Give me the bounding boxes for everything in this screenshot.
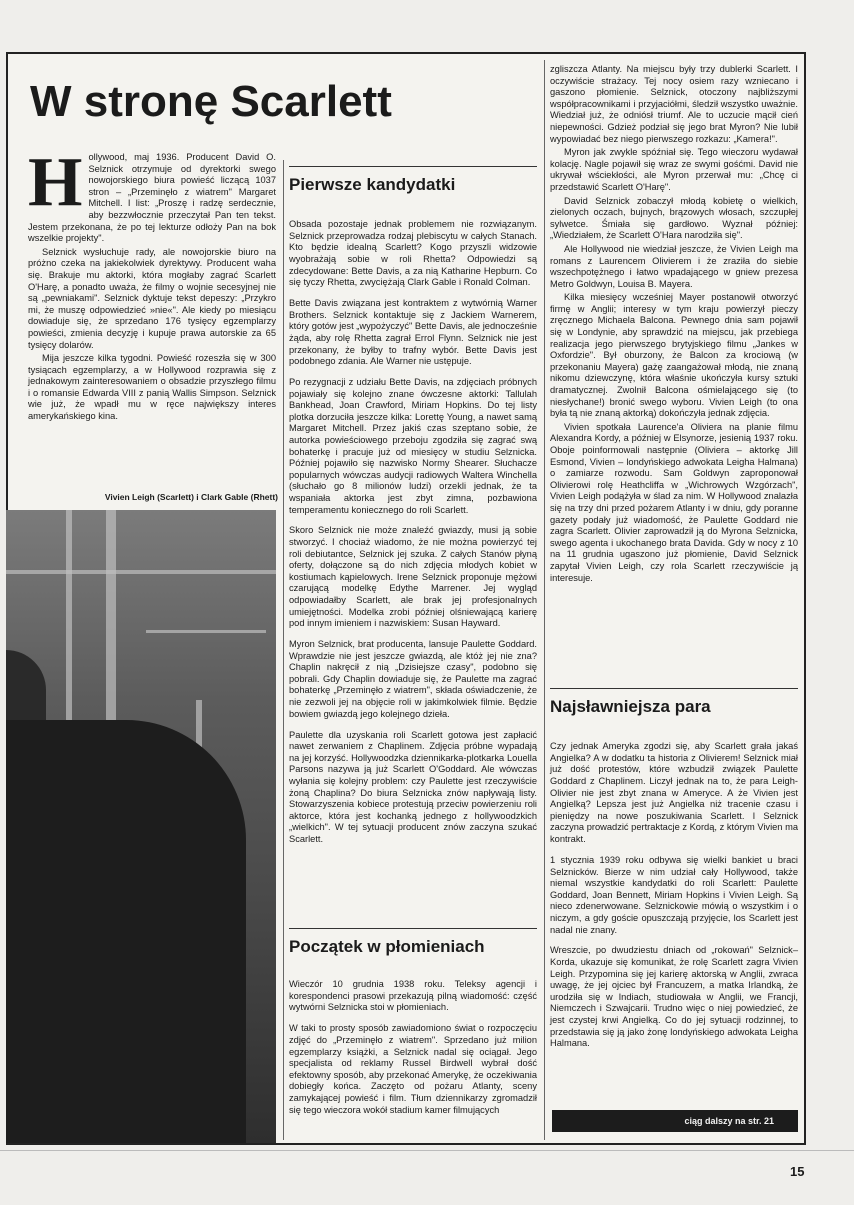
section2-paragraph: W taki to prosty sposób zawiadomiono świat o rozpoczęciu zdjęć do „Przeminęło z wiatrem". Sprzedano już milion egzemplarzy książki, a Selznick nadal się ociągał. Jego specjalista od reklamy Russel Birdwell wybrał dość efektowny sposób, aby przekonać Amerykę, że oczekiwania dobiegły końca. Zaczęto od pożaru Atlanty, sceny zamykającej powieść i film. Tłum dziennikarzy zgromadził się tego wieczora wokół stadium kamer filmujących (289, 1023, 537, 1115)
section1-paragraph: Obsada pozostaje jednak problemem nie rozwiązanym. Selznick przeprowadza rodzaj plebiscytu w całych Stanach. Kto będzie idealną Scarlett? Kogo przyszli widzowie wyobrażają sobie w roli Rhetta? Odpowiedzi są zdecydowane: Bette Davis, a za nią Katharine Hepburn. Co się tyczy Rhetta, zwyciężają Clark Gable i Ronald Colman. (289, 219, 537, 288)
section2-column (289, 970, 537, 1125)
col3-paragraph: Myron jak zwykle spóźniał się. Tego wieczoru wydawał kolację. Nagle pojawił się wraz ze swymi gośćmi. David nie ukrywał wściekłości, ale Myron przerwał mu: „Chcę ci przedstawić Scarlett O'Harę". (550, 147, 798, 192)
section-heading: Najsławniejsza para (550, 688, 798, 717)
section-heading: Pierwsze kandydatki (289, 166, 537, 195)
section1-paragraph: Bette Davis związana jest kontraktem z wytwórnią Warner Brothers. Selznick kontaktuje się z Jackiem Warnerem, który gotów jest „wypożyczyć" Bette Davis, ale jednocześnie żąda, aby rolę Rhetta zagrał Errol Flynn. Selznick nie jest przekonany, że byłby to trafny wybór. Bette Davis jest podobnego zdania. Ale Warner nie ustępuje. (289, 298, 537, 367)
intro-paragraph: Mija jeszcze kilka tygodni. Powieść rozeszła się w 300 tysiącach egzemplarzy, a w Hollywood rozprawia się z jednakowym zainteresowaniem o obsadzie przyszłego filmu i o romansie Edwarda VIII z panią Wallis Simpson. Selznick wie już, że wpadł mu w ręce największy interes amerykańskiego kina. (28, 353, 276, 422)
column-rule (544, 60, 545, 1140)
section3-paragraph: Wreszcie, po dwudziestu dniach od „rokowań" Selznick–Korda, ukazuje się komunikat, że rolę Scarlett zagra Vivien Leigh. Przypomina się jej karierę aktorską w Anglii, zwraca uwagę, że jej ojciec był Francuzem, a matka Irlandką, że urodziła się w Indiach, studiowała w Anglii, we Francji, Niemczech i Szwajcarii. Trudno więc o niej powiedzieć, że jest czystej krwi Angielką. Co do jej sytuacji rodzinnej, to przedstawia się ją jako żonę londyńskiego adwokata Leigha Halmana. (550, 945, 798, 1049)
page-edge-line (0, 1150, 854, 1151)
section1-paragraph: Paulette dla uzyskania roli Scarlett gotowa jest zapłacić nawet zerwaniem z Chaplinem. Zdjęcia próbne wypadają na jej korzyść. Hollywoodzka dziennikarka-plotkarka Louella Parsons nazywa ją już Scarlett O'Goddard. Ale wówczas wyłania się kolejny problem: czy Paulette jest rzeczywiście żoną Chaplina? Do biura Selznicka znów napływają listy. Stowarzyszenia kobiece protestują przeciw powierzeniu roli aktorce, która jest kochanką jednego z hollywoodzkich „wielkich". W tej sytuacji producent znów zaczyna szukać Scarlett. (289, 729, 537, 844)
section1-paragraph: Myron Selznick, brat producenta, lansuje Paulette Goddard. Wprawdzie nie jest jeszcze gwiazdą, ale któż jej nie zna? Chaplin nakręcił z nią „Dzisiejsze czasy", podobno się pobrali. Gdy Chaplin dowiaduje się, że Paulette ma zagrać bohaterkę „Przeminęło z wiatrem", składa oświadczenie, że nie zezwoli jej na objęcie roli w jakimkolwiek filmie. Będzie bowiem gwiazdą jego kolejnego dzieła. (289, 639, 537, 719)
section1-paragraph: Skoro Selznick nie może znaleźć gwiazdy, musi ją sobie stworzyć. I chociaż wiadomo, że nie można powierzyć tej roli debiutantce, Selznick jej szuka. Z całych Stanów płyną oferty, dołączone są do nich zdjęcia młodych kobiet w kostiumach kąpielowych. Irene Selznick proponuje mężowi czarującą modelkę Edythe Marrener. Jej wygląd odpowiadałby Scarlett, ale brak jej profesjonalnych umiejętności. Modelka zrobi później olśniewającą karierę pod innym imieniem i nazwiskiem: Susan Hayward. (289, 525, 537, 629)
col3-paragraph: Kilka miesięcy wcześniej Mayer postanowił otworzyć firmę w Anglii; interesy w tym kraju powierzył pieczy zręcznego Michaela Balcona. Pewnego dnia sam pojawił się w Londynie, aby sprawdzić na miejscu, jak przebiega realizacja jego pierwszego brytyjskiego filmu „Jankes w Oxfordzie". Był oburzony, że Balcon za krociową (w przekonaniu Mayera) gażę zaangażował młodą, nie znaną nikomu dziewczynę, która właśnie ukończyła kursy sztuki dramatycznej. Zwolnił Balcona ośmielającego się (to niesłychane!) bronić swego wyboru. Vivien Leigh (to ona była tą nie znaną aktorką) dokończyła jednak zdjęcia. (550, 292, 798, 419)
section1-column (289, 210, 537, 855)
section3-paragraph: Czy jednak Ameryka zgodzi się, aby Scarlett grała jakaś Angielka? A w dodatku ta historia z Olivierem! Selznick miał już dość protestów, które wzbudził związek Paulette Goddard z Chaplinem. Liczył jednak na to, że para Leigh-Olivier nie jest zbyt znana w Ameryce. A że Vivien jest Angielką? Lepsza jest już Angielka niż tracenie czasu i pieniędzy na nowe poszukiwania Scarlett. I Selznick zaczyna prowadzić pertraktacje z Kordą, z którym Vivien ma kontrakt. (550, 741, 798, 845)
intro-lead-paragraph (28, 144, 276, 245)
column-three (550, 64, 798, 586)
page-number: 15 (790, 1164, 805, 1179)
section-heading: Początek w płomieniach (289, 928, 537, 957)
photo-caption: Vivien Leigh (Scarlett) i Clark Gable (Rhett) (104, 492, 278, 502)
col3-paragraph: zgliszcza Atlanty. Na miejscu były trzy dublerki Scarlett. I oczywiście strażacy. Tej nocy osiem razy wzniecano i gaszono płomienie. Selznick, otoczony najbliższymi współpracownikami i przyjaciółmi, śledził wszystko uważnie. Wiedział już, że odniósł triumf. Ale to uczucie mącił cień niepewności. Gdzież podział się jego brat Myron? Nie lubił wypowiadać bez niego pierwszego rozkazu: „Kamera!". (550, 64, 798, 144)
photo-beam (6, 570, 276, 574)
col3-paragraph: Vivien spotkała Laurence'a Oliviera na planie filmu Alexandra Kordy, a później w Elsynorze, jesienią 1937 roku. Oboje poinformowali następnie (Oliviera – aktorkę Jill Esmond, Vivien – londyńskiego adwokata Leigha Halmana) o zamiarze rozwodu. Sam Goldwyn zaproponował Olivierowi rolę Heathcliffa w „Wichrowych Wzgórzach", Vivien Leigh podążyła w ślad za nim. W Hollywood znalazła się na trzy dni przed pożarem Atlanty i w dniu, gdy poranne gazety podały już wiadomość, że Paulette Goddard nie zagra Scarlett. Olivier zaprowadził ją do Myrona Selznicka, swego agenta i ukochanego brata Davida. Gdy w nocy z 10 na 11 grudnia ugaszono już płomienie, David Selznick zapytał Vivien Leigh, czy rola Scarlett rzeczywiście ją interesuje. (550, 421, 798, 583)
section3-column (550, 732, 798, 1059)
section3-paragraph: 1 stycznia 1939 roku odbywa się wielki bankiet u braci Selznicków. Bierze w nim udział cały Hollywood, także niemal wszystkie kandydatki do roli Scarlett: Paulette Goddard, Joan Bennett, Miriam Hopkins i Vivien Leigh. Są nieco zdenerwowane. Selznickowie mówią o wszystkim i o niczym, a gdy goście opuszczają przyjęcie, los Scarlett jest nadal nie znany. (550, 854, 798, 935)
continue-note: ciąg dalszy na str. 21 (552, 1110, 798, 1132)
col3-paragraph: Ale Hollywood nie wiedział jeszcze, że Vivien Leigh ma romans z Laurencem Olivierem i że zraziła do siebie wszechpotężnego i łatwo wpadającego w gniew prezesa Metro Goldwyn, Louisa B. Mayera. (550, 243, 798, 289)
intro-column (28, 144, 276, 425)
photo-figure (6, 720, 246, 1143)
intro-paragraph: Selznick wysłuchuje rady, ale nowojorskie biuro na próżno czeka na jakiekolwiek dyrektywy. Producent waha się. Brakuje mu aktorki, która mogłaby zagrać Scarlett O'Harę, a ponadto uważa, że filmy o wojnie secesyjnej nie są „pewniakami". Selznick dyktuje tekst depeszy: „Przykro mi, że muszę odpowiedzieć »nie«". Ale kiedy po miesiącu dowiaduje się, że sprzedano 176 tysięcy egzemplarzy powieści, zmienia decyzję i kupuje prawa autorskie za 65 tysięcy dolarów. (28, 246, 276, 350)
section2-paragraph: Wieczór 10 grudnia 1938 roku. Teleksy agencji i korespondenci prasowi przekazują pilną wiadomość: część wytwórni Selznicka stoi w płomieniach. (289, 979, 537, 1013)
intro-lead-text: ollywood, maj 1936. Producent David O. Selznick otrzymuje od dyrektorki swego nowojorskiego biura powieść liczącą 1037 stron – „Przeminęło z wiatrem" Margaret Mitchell. I list: „Proszę i radzę serdecznie, aby bezzwłocznie przeczytał Pan ten tekst. Jestem przekonana, że po tej lekturze odłoży Pan na bok wszelkie projekty". (28, 152, 276, 244)
section1-paragraph: Po rezygnacji z udziału Bette Davis, na zdjęciach próbnych pojawiały się kolejno znane ówczesne aktorki: Tallulah Bankhead, Joan Crawford, Miriam Hopkins. Do tej listy plotka dorzuciła jeszcze kilka: Lorettę Young, a nawet samą Margaret Mitchell. Przez jakiś czas szeptano sobie, że autorka powieściowego przeboju zgodziła się zagrać swą bohaterkę i pracuje już od miesięcy w studiu Selznicka. Później pojawiło się nazwisko Normy Shearer. Słuchacze popularnych wówczas audycji radiowych Waltera Winchella (słuchało go 8 milionów ludzi) orzekli jednak, że ta wspaniała aktorka jest zbyt zimna, pozbawiona temperamentu koniecznego do roli Scarlett. (289, 377, 537, 515)
dropcap: H (28, 144, 83, 221)
article-title: W stronę Scarlett (30, 77, 392, 126)
photo-beam (146, 630, 266, 633)
column-rule (283, 160, 284, 1140)
col3-paragraph: David Selznick zobaczył młodą kobietę o wielkich, zielonych oczach, bujnych, brązowych włosach, szczupłej sylwetce. Śmiała się gardłowo. Wyznał później: „Wiedziałem, że Scarlett O'Hara narodziła się". (550, 195, 798, 241)
film-still-photo (6, 510, 276, 1143)
